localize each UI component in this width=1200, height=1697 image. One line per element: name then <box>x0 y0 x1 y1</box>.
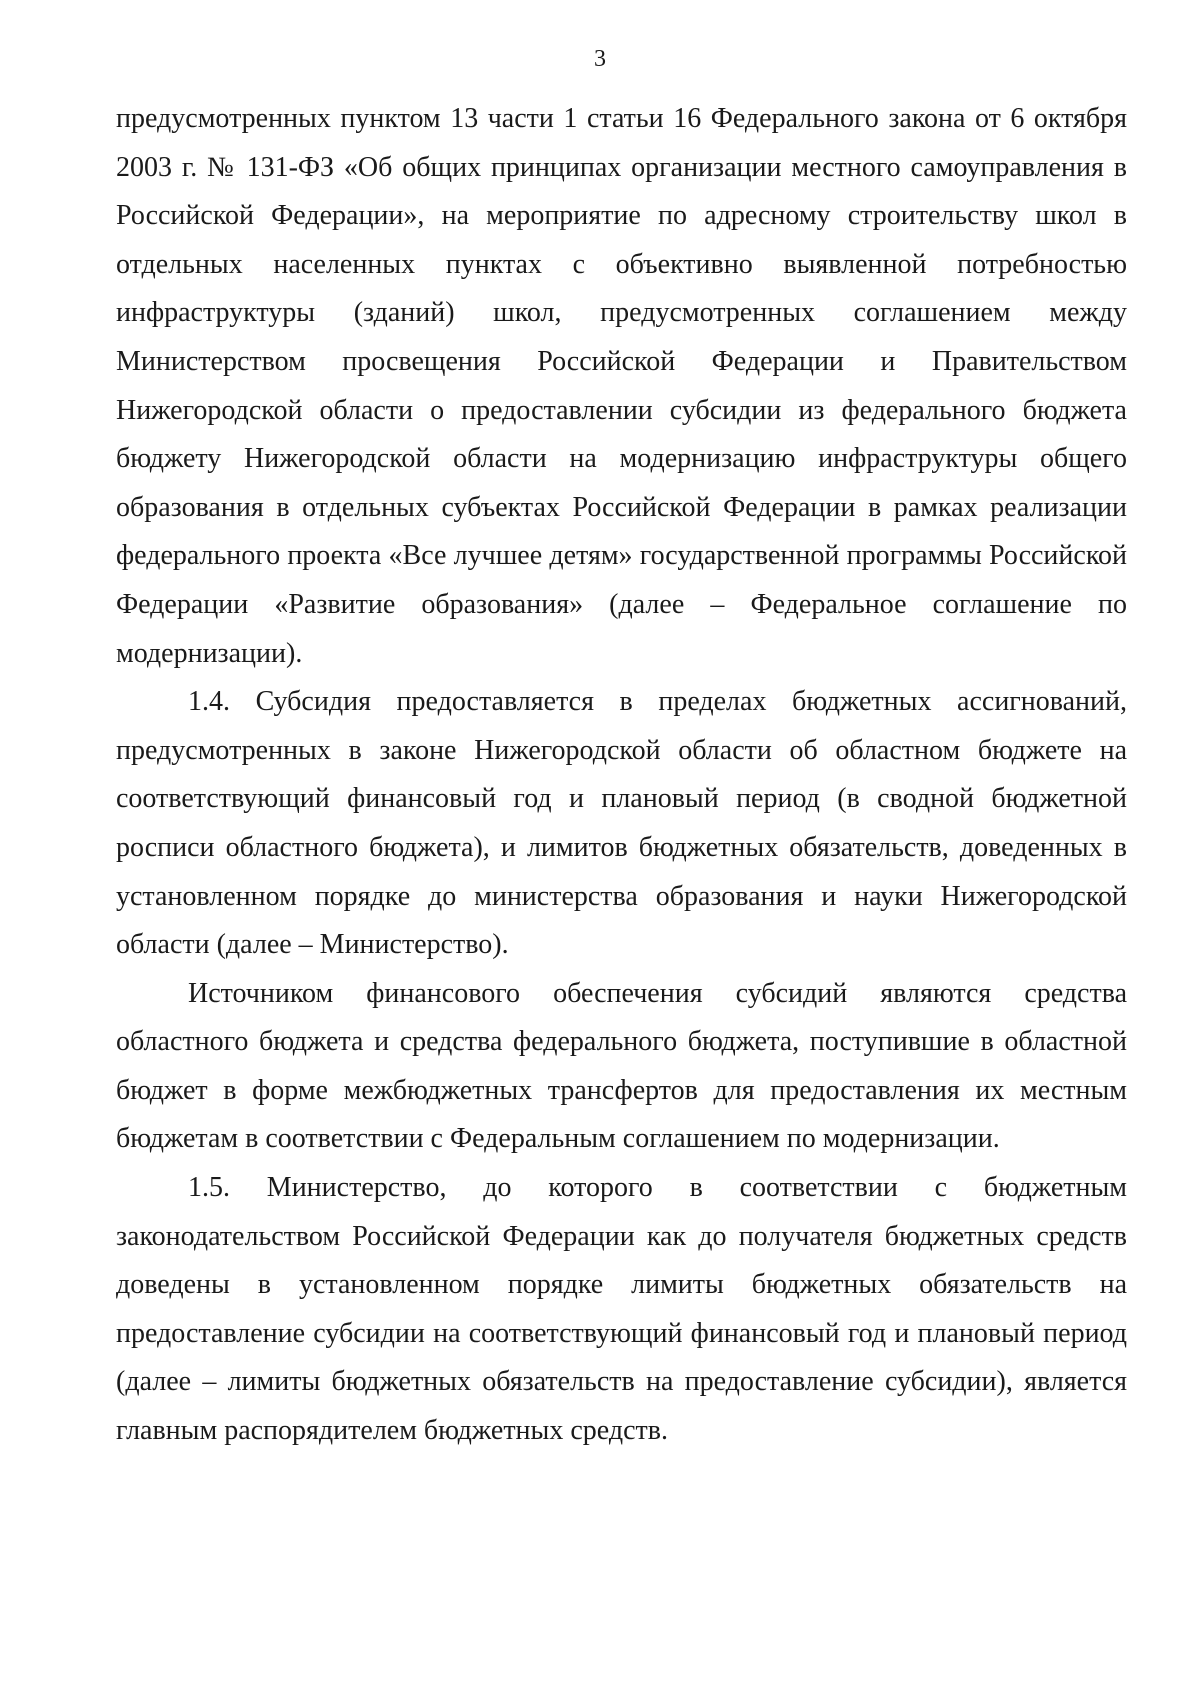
paragraph-1-4: 1.4. Субсидия предоставляется в пределах бюджетных ассигнований, предусмотренных в законе Нижегородской области об областном бюджете на соответствующий финансовый год и плановый период (в сводной бюджетной росписи областного бюджета), и лимитов бюджетных обязательств, доведенных в установленном порядке до министерства образования и науки Нижегородской области (далее – Министерство). <box>116 686 1127 961</box>
paragraph-continuation: предусмотренных пунктом 13 части 1 статьи 16 Федерального закона от 6 октября 2003 г. № 131-ФЗ «Об общих принципах организации местного самоуправления в Российской Федерации», на мероприятие по адресному строительству школ в отдельных населенных пунктах с объективно выявленной потребностью инфраструктуры (зданий) школ, предусмотренных соглашением между Министерством просвещения Российской Федерации и Правительством Нижегородской области о предоставлении субсидии из федерального бюджета бюджету Нижегородской области на модернизацию инфраструктуры общего образования в отдельных субъектах Российской Федерации в рамках реализации федерального проекта «Все лучшее детям» государственной программы Российской Федерации «Развитие образования» (далее – Федеральное соглашение по модернизации). <box>116 103 1127 669</box>
page-number: 3 <box>594 46 606 72</box>
document-body <box>116 95 1127 1456</box>
paragraph-funding-source: Источником финансового обеспечения субсидий являются средства областного бюджета и средства федерального бюджета, поступившие в областной бюджет в форме межбюджетных трансфертов для предоставления их местным бюджетам в соответствии с Федеральным соглашением по модернизации. <box>116 977 1127 1155</box>
paragraph-1-5: 1.5. Министерство, до которого в соответствии с бюджетным законодательством Российской Федерации как до получателя бюджетных средств доведены в установленном порядке лимиты бюджетных обязательств на предоставление субсидии на соответствующий финансовый год и плановый период (далее – лимиты бюджетных обязательств на предоставление субсидии), является главным распорядителем бюджетных средств. <box>116 1172 1127 1447</box>
